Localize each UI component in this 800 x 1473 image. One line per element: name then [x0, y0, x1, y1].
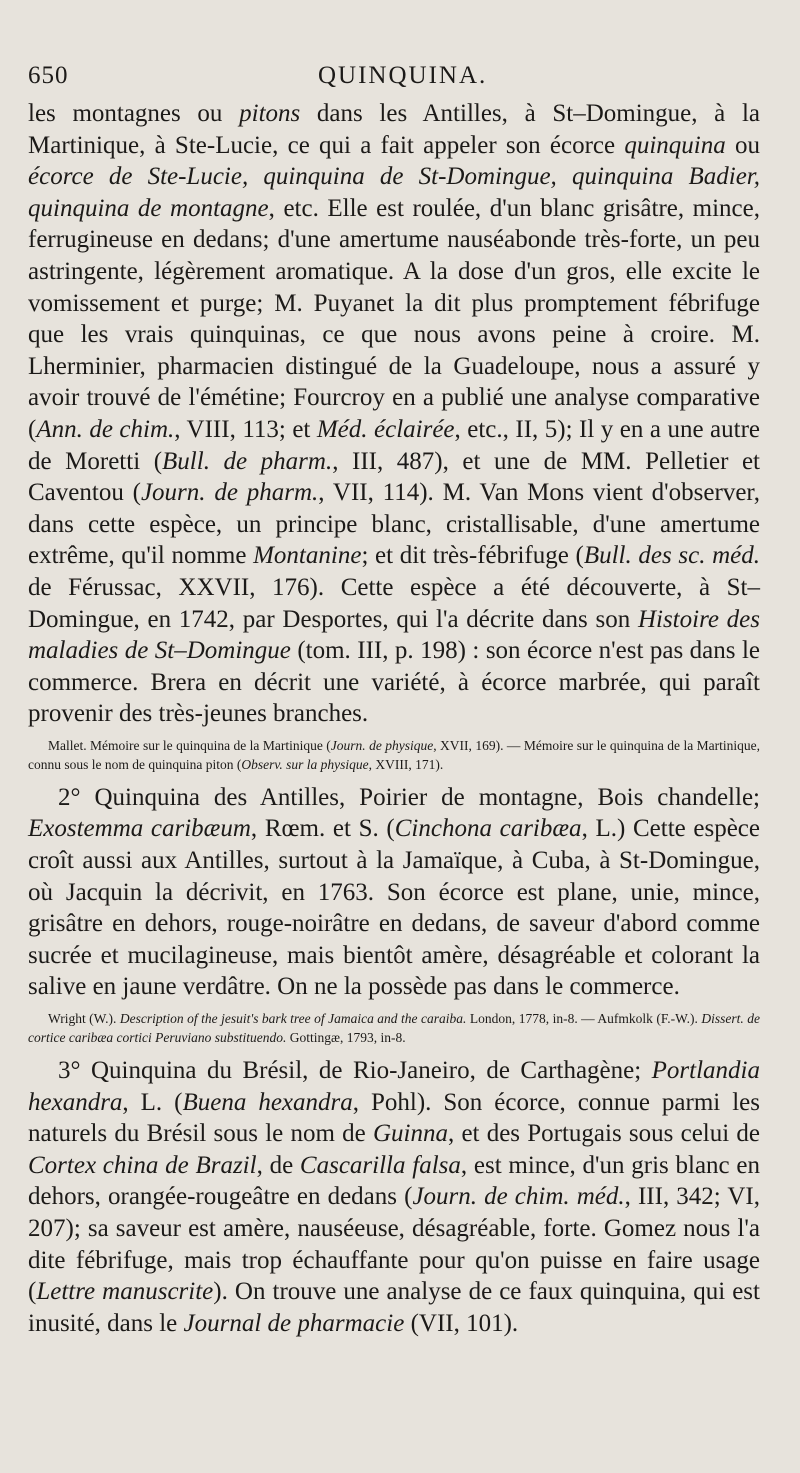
paragraph-2: 2° Quinquina des Antilles, Poirier de montagne, Bois chandelle; Exostemma caribæum, Rœm. et S. (Cinchona caribæa, L.) Cette espèce croît aussi aux Antilles, surtout à la Jamaïque, à Cuba, à St-Domingue, où Jacquin la décrivit, en 1763. Son écorce est plane, unie, mince, grisâtre en dehors, rouge-noirâtre en dedans, de saveur d'abord comme sucrée et mucilagineuse, mais bientôt amère, désagréable et colorant la salive en jaune verdâtre. On ne la possède pas dans le commerce.	[28, 783, 760, 1001]
bibliographic-note-2: Wright (W.). Description of the jesuit's bark tree of Jamaica and the caraiba. London, 1778, in-8. — Aufmkolk (F.-W.). Dissert. de cortice caribæa cortici Peruviano substituendo. Gottingæ, 1793, in-8.	[28, 1011, 760, 1046]
paragraph-3: 3° Quinquina du Brésil, de Rio-Janeiro, de Carthagène; Portlandia hexandra, L. (Buena hexandra, Pohl). Son écorce, connue parmi les naturels du Brésil sous le nom de Guinna, et des Portugais sous celui de Cortex china de Brazil, de Cascarilla falsa, est mince, d'un gris blanc en dehors, orangée-rougeâtre en dedans (Journ. de chim. méd., III, 342; VI, 207); sa saveur est amère, nauséeuse, désagréable, forte. Gomez nous l'a dite fébrifuge, mais trop échauffante pour qu'on puisse en faire usage (Lettre manuscrite). On trouve une analyse de ce faux quinquina, qui est inusité, dans le Journal de pharmacie (VII, 101).	[28, 1057, 761, 1337]
page-header	[28, 62, 760, 98]
paragraph-1: les montagnes ou pitons dans les Antilles, à St–Domingue, à la Martinique, à Ste-Lucie, ce qui a fait appeler son écorce quinquina ou écorce de Ste-Lucie, quinquina de St-Domingue, quinquina Badier, quinquina de montagne, etc. Elle est roulée, d'un blanc grisâtre, mince, ferrugineuse en dedans; d'une amertume nauséabonde très-forte, un peu astringente, légèrement aromatique. A la dose d'un gros, elle excite le vomissement et purge; M. Puyanet la dit plus promptement fébrifuge que les vrais quinquinas, ce que nous avons peine à croire. M. Lherminier, pharmacien distingué de la Guadeloupe, nous a assuré y avoir trouvé de l'émétine; Fourcroy en a publié une analyse comparative (Ann. de chim., VIII, 113; et Méd. éclairée, etc., II, 5); Il y en a une autre de Moretti (Bull. de pharm., III, 487), et une de MM. Pelletier et Caventou (Journ. de pharm., VII, 114). M. Van Mons vient d'observer, dans cette espèce, un principe blanc, cristallisable, d'une amertume extrême, qu'il nomme Montanine; et dit très-fébrifuge (Bull. des sc. méd. de Férussac, XXVII, 176). Cette espèce a été découverte, à St–Domingue, en 1742, par Desportes, qui l'a décrite dans son Histoire des maladies de St–Domingue (tom. III, p. 198) : son écorce n'est pas dans le commerce. Brera en décrit une variété, à écorce marbrée, qui paraît provenir des très-jeunes branches.	[28, 100, 761, 728]
running-title: QUINQUINA.	[318, 62, 488, 89]
bibliographic-note-1: Mallet. Mémoire sur le quinquina de la Martinique (Journ. de physique, XVII, 169). — Mémoire sur le quinquina de la Martinique, connu sous le nom de quinquina piton (Observ. sur la physique, XVIII, 171).	[28, 737, 760, 772]
page-number: 650	[28, 62, 69, 89]
